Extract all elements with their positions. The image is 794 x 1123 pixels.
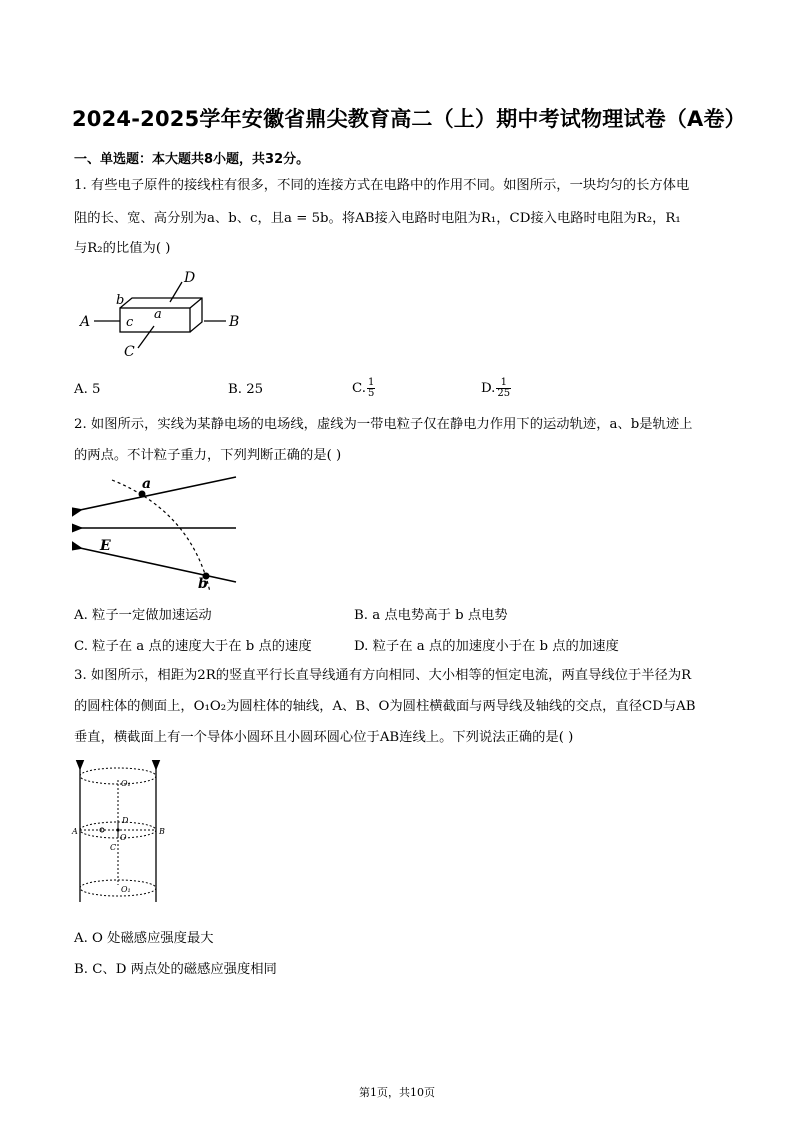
- q1-label-A: A: [80, 314, 91, 330]
- q2-option-b: B. a 点电势高于 b 点电势: [354, 608, 508, 623]
- q3-label-C: C: [110, 843, 117, 852]
- q2-option-d: D. 粒子在 a 点的加速度小于在 b 点的加速度: [354, 639, 619, 654]
- q2-option-c: C. 粒子在 a 点的速度大于在 b 点的速度: [74, 639, 312, 654]
- q2-line-2: 的两点。不计粒子重力，下列判断正确的是( ): [74, 448, 342, 463]
- q1-line-1: 1. 有些电子原件的接线柱有很多，不同的连接方式在电路中的作用不同。如图所示，一块均匀的长方体电: [74, 178, 690, 193]
- q1-option-c: [352, 378, 375, 399]
- q3-cylinder-figure: [70, 760, 170, 910]
- q1-option-c-fraction: [367, 378, 375, 399]
- q1-label-a: a: [154, 307, 162, 322]
- q1-label-c: c: [126, 315, 134, 330]
- q1-line-3: 与R₂的比值为( ): [74, 241, 171, 256]
- q1-label-C: C: [124, 344, 135, 360]
- q3-label-O: O: [120, 833, 127, 842]
- q1-option-d-fraction: [496, 378, 511, 399]
- q1-label-D: D: [184, 270, 196, 286]
- q2-option-a: A. 粒子一定做加速运动: [74, 608, 212, 623]
- page-title: 2024-2025学年安徽省鼎尖教育高二（上）期中考试物理试卷（A卷）: [72, 107, 746, 131]
- q2-trajectory: [112, 480, 210, 592]
- q1-option-d-numerator: 1: [496, 378, 511, 389]
- q1-option-a: A. 5: [74, 382, 101, 397]
- q3-line-1: 3. 如图所示，相距为2R的竖直平行长直导线通有方向相同、大小相等的恒定电流，两直导线位于半径为R: [74, 668, 692, 683]
- q3-line-3: 垂直，横截面上有一个导体小圆环且小圆环圆心位于AB连线上。下列说法正确的是( ): [74, 730, 574, 745]
- q2-label-b: b: [198, 576, 208, 592]
- q1-option-d-prefix: D.: [481, 381, 496, 396]
- q1-wire-d: [170, 282, 182, 302]
- q1-block-edge: [190, 298, 202, 308]
- q1-option-c-numerator: 1: [367, 377, 375, 388]
- q1-option-c-denominator: 5: [367, 388, 375, 399]
- q1-label-B: B: [229, 314, 240, 330]
- q3-label-D: D: [122, 816, 129, 825]
- q1-line-2: 阻的长、宽、高分别为a、b、c，且a = 5b。将AB接入电路时电阻为R₁，CD接入电路时电阻为R₂，R₁: [74, 211, 681, 226]
- q1-resistor-figure: [72, 268, 272, 363]
- q2-label-E: E: [100, 538, 111, 554]
- q3-label-A: A: [72, 827, 78, 836]
- q3-option-a: A. O 处磁感应强度最大: [74, 931, 214, 946]
- q2-field-figure: [72, 472, 242, 592]
- q1-option-c-prefix: C.: [352, 381, 366, 396]
- q1-label-b: b: [116, 293, 125, 308]
- q3-bottom-ellipse: [80, 880, 156, 896]
- q3-label-B: B: [159, 827, 165, 836]
- q2-label-a: a: [142, 476, 152, 492]
- q1-wire-c: [138, 326, 154, 348]
- q2-field-line-1: [80, 477, 236, 510]
- q3-label-o1-top: O₁: [121, 779, 131, 788]
- q2-line-1: 2. 如图所示，实线为某静电场的电场线，虚线为一带电粒子仅在静电力作用下的运动轨迹，a、b是轨迹上: [74, 417, 693, 432]
- q3-line-2: 的圆柱体的侧面上，O₁O₂为圆柱体的轴线，A、B、O为圆柱横截面与两导线及轴线的交点，直径CD与AB: [74, 699, 696, 714]
- section-heading: 一、单选题：本大题共8小题，共32分。: [74, 152, 310, 167]
- q1-option-b: B. 25: [228, 382, 264, 397]
- page-footer: 第1页，共10页: [359, 1086, 435, 1099]
- q1-option-d-denominator: 25: [497, 388, 511, 399]
- q3-label-o1-bottom: O₁: [121, 885, 131, 894]
- q3-option-b: B. C、D 两点处的磁感应强度相同: [74, 962, 277, 977]
- q3-point-o: [116, 828, 119, 831]
- q1-option-d: [481, 378, 511, 399]
